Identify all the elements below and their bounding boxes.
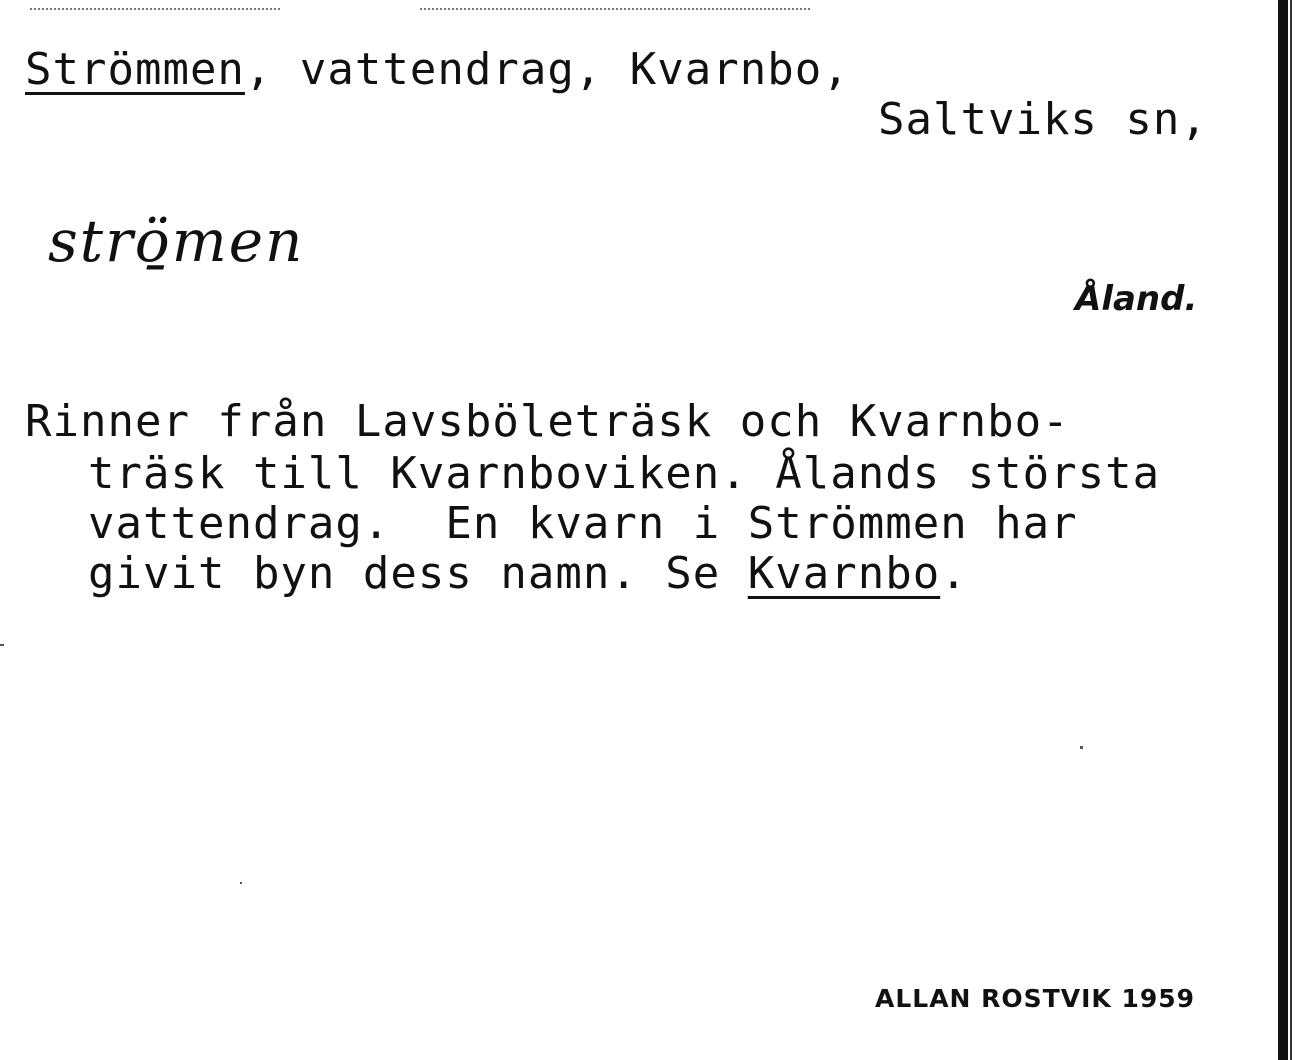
- body-line-3: vattendrag. En kvarn i Strömmen har: [88, 498, 1078, 549]
- scan-speck: [240, 882, 242, 884]
- body-line-2: träsk till Kvarnboviken. Ålands största: [88, 448, 1161, 499]
- card-heading: [25, 44, 850, 95]
- body-line-1: Rinner från Lavsböleträsk och Kvarnbo-: [25, 396, 1070, 447]
- handwritten-pronunciation: strö̱men: [48, 207, 305, 275]
- scan-border: [1290, 0, 1292, 1060]
- body-line-4: [88, 548, 968, 599]
- scan-border: [1278, 0, 1288, 1060]
- entry-descriptor: , vattendrag, Kvarnbo,: [244, 44, 850, 95]
- body-line-4-end: .: [940, 548, 968, 599]
- scan-artifact: [420, 8, 810, 13]
- scan-speck: [0, 644, 4, 646]
- parish: Saltviks sn,: [878, 94, 1208, 145]
- cross-reference: Kvarnbo: [747, 548, 941, 599]
- entry-name: Strömmen: [25, 44, 245, 95]
- body-line-4-text: givit byn dess namn. Se: [88, 548, 748, 599]
- region-label: Åland.: [1075, 279, 1198, 319]
- author-signature: ALLAN ROSTVIK 1959: [875, 984, 1196, 1013]
- scan-speck: [1080, 746, 1083, 749]
- scan-artifact: [30, 8, 280, 13]
